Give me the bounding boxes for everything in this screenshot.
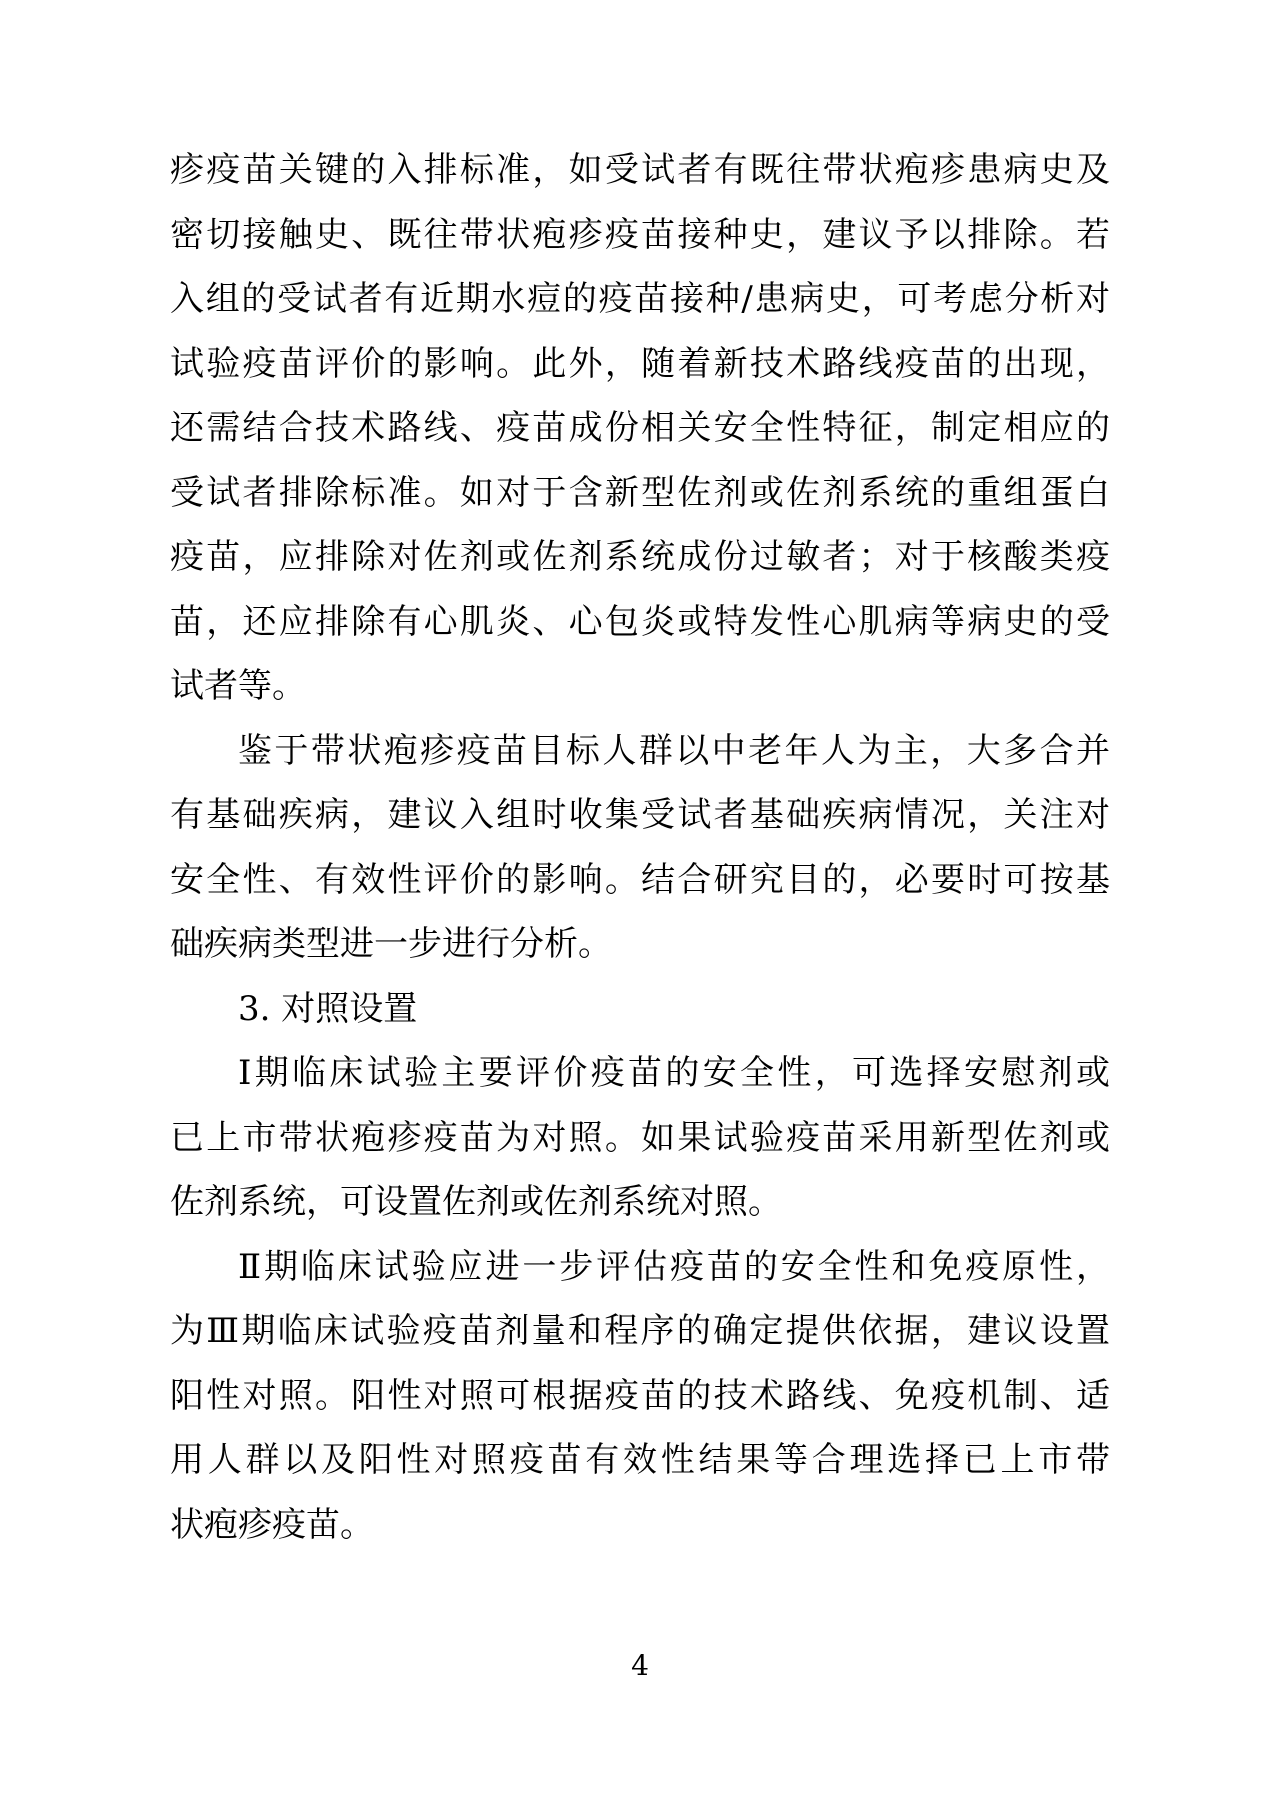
section-heading: 3. 对照设置 [238, 988, 418, 1029]
text-line: 安全性、有效性评价的影响。结合研究目的，必要时可按基 [170, 859, 1110, 900]
text-line: 受试者排除标准。如对于含新型佐剂或佐剂系统的重组蛋白 [170, 472, 1110, 513]
text-line: 阳性对照。阳性对照可根据疫苗的技术路线、免疫机制、适 [170, 1375, 1110, 1416]
paragraph-start-line: Ⅱ期临床试验应进一步评估疫苗的安全性和免疫原性， [238, 1246, 1110, 1287]
text-line: 入组的受试者有近期水痘的疫苗接种/患病史，可考虑分析对 [170, 279, 1110, 319]
page-number: 4 [631, 1649, 649, 1682]
text-line: 状疱疹疫苗。 [170, 1504, 374, 1545]
text-line: 有基础疾病，建议入组时收集受试者基础疾病情况，关注对 [170, 795, 1110, 835]
text-line: 已上市带状疱疹疫苗为对照。如果试验疫苗采用新型佐剂或 [170, 1117, 1110, 1158]
text-line: 础疾病类型进一步进行分析。 [170, 924, 612, 964]
text-line: 疫苗，应排除对佐剂或佐剂系统成份过敏者；对于核酸类疫 [170, 537, 1110, 577]
text-line: 还需结合技术路线、疫苗成份相关安全性特征，制定相应的 [170, 408, 1110, 448]
text-line: 苗，还应排除有心肌炎、心包炎或特发性心肌病等病史的受 [170, 601, 1110, 642]
paragraph-start-line: 鉴于带状疱疹疫苗目标人群以中老年人为主，大多合并 [238, 730, 1110, 771]
text-line: 疹疫苗关键的入排标准，如受试者有既往带状疱疹患病史及 [170, 150, 1110, 190]
text-line: 试者等。 [170, 666, 306, 706]
text-line: 试验疫苗评价的影响。此外，随着新技术路线疫苗的出现， [170, 343, 1110, 384]
text-line: 为Ⅲ期临床试验疫苗剂量和程序的确定提供依据，建议设置 [170, 1311, 1110, 1351]
document-text [170, 138, 1110, 1557]
paragraph-start-line: Ⅰ期临床试验主要评价疫苗的安全性，可选择安慰剂或 [238, 1053, 1110, 1093]
text-line: 密切接触史、既往带状疱疹疫苗接种史，建议予以排除。若 [170, 214, 1110, 255]
text-line: 佐剂系统，可设置佐剂或佐剂系统对照。 [170, 1182, 782, 1222]
text-line: 用人群以及阳性对照疫苗有效性结果等合理选择已上市带 [170, 1440, 1110, 1480]
